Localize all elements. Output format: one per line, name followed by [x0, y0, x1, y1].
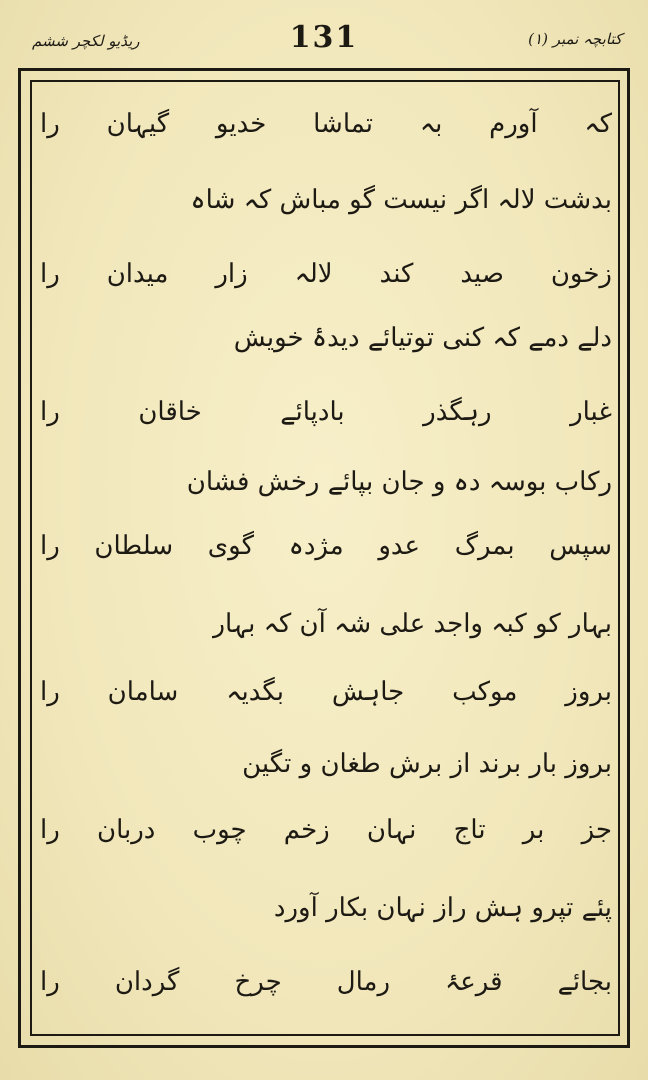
verse-line-2: بدشت لالہ اگر نیست گو مباش کہ شاہ — [190, 185, 612, 215]
verse-line-8: بہار کو کبہ واجد علی شہ آن کہ بہار — [212, 609, 612, 639]
verse-line-5: غبار رہگذر بادپائے خاقان را — [40, 397, 612, 427]
verse-line-6: رکاب بوسہ دہ و جان بپائے رخش فشان — [186, 467, 612, 497]
verse-line-13: بجائے قرعۂ رمال چرخ گردان را — [40, 967, 612, 997]
verse-line-10: بروز بار برند از برش طغان و تگین — [242, 749, 612, 779]
verse-line-12: پئے تپرو ہش راز نہان بکار آورد — [273, 893, 612, 923]
verse-line-4: دلے دمے کہ کنی توتیائے دیدۂ خویش — [233, 323, 612, 353]
page-header — [20, 18, 628, 62]
running-head-right: کتابچہ نمبر (۱) — [528, 30, 622, 48]
verse-line-11: جز بر تاج نہان زخم چوب دربان را — [40, 815, 612, 845]
verse-line-3: زخون صید کند لالہ زار میدان را — [40, 259, 612, 289]
verse-line-9: بروز موکب جاہش بگدیہ سامان را — [40, 677, 612, 707]
verse-line-1: کہ آورم بہ تماشا خدیو گیہان را — [40, 109, 612, 139]
page-number: 131 — [289, 20, 359, 55]
verse-line-7: سپس بمرگ عدو مژدہ گوی سلطان را — [40, 531, 612, 561]
running-head-left: ریڈیو لکچر ششم — [32, 32, 140, 50]
